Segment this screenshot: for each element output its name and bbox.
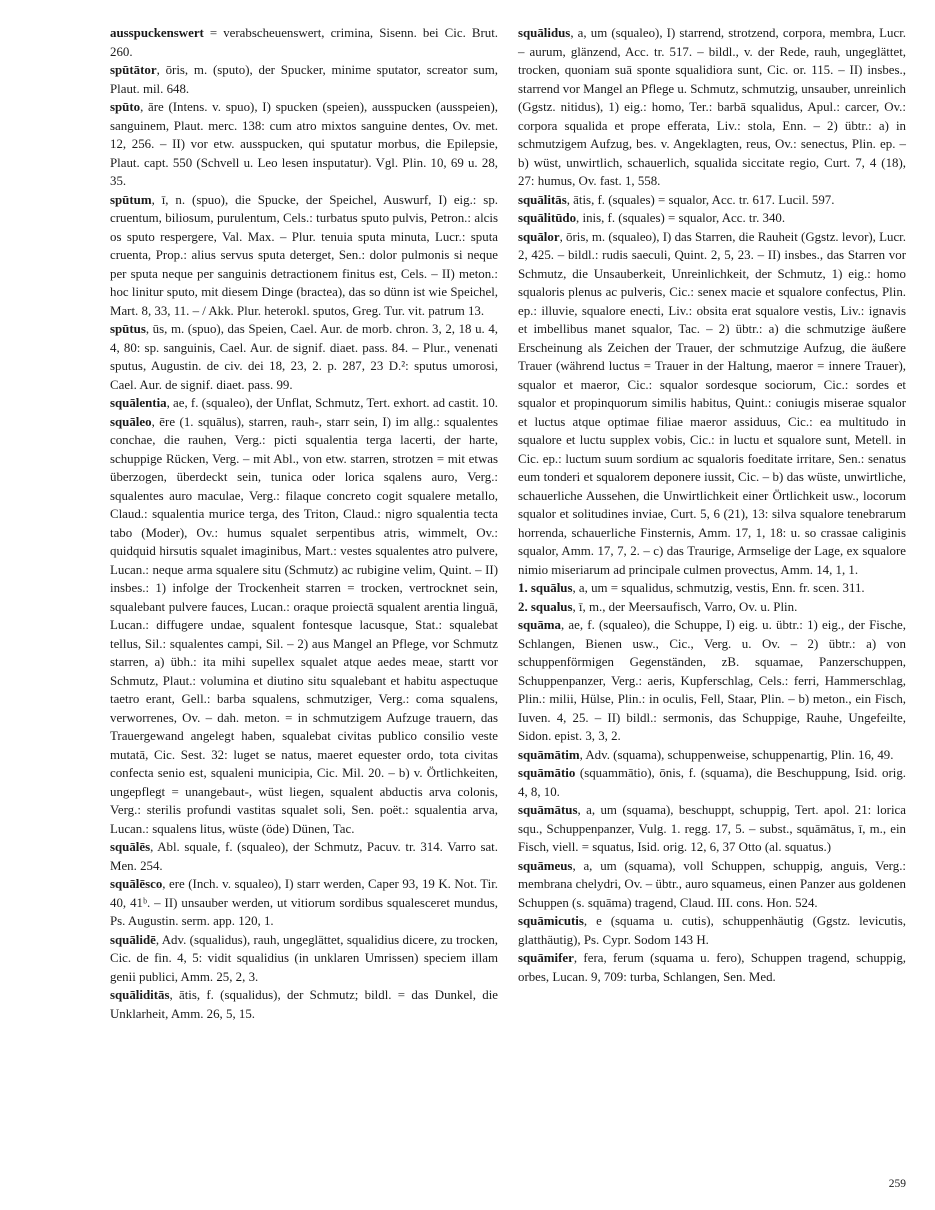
entry-headword: squāmātus xyxy=(518,803,578,817)
dictionary-entry xyxy=(518,857,906,913)
entry-text: , ī, n. (spuo), die Spucke, der Speichel, Auswurf, I) eig.: sp. cruentum, biliosum, purulentum, Cels.: turbatus sputo pulvis, Petron.: alcis os sputo respergere, Val. Max. – Plur. tenuia sputa minuta, Lucr.: sputa cruenta, Prop.: alius servus sputa deterget, Sen.: dolor pulmonis si neque per sputa neque per sanguinis detractionem finitus est, Cels. – II) meton.: hoc linitur sputo, mit diesem Dinge (bractea), das so dünn ist wie Speichel, Mart. 8, 33, 11. – / Akk. Plur. heterokl. sputos, Greg. Tur. vit. patrum 13. xyxy=(110,192,498,318)
entry-headword: squāma xyxy=(518,618,561,632)
entry-text: , a, um (squaleo), I) starrend, strotzend, corpora, membra, Lucr. – aurum, glänzend, Acc. tr. 517. – bildl., v. der Rede, rauh, ungeglättet, trocken, quoniam suā sponte squalidiora sunt, Cic. or. 115. – II) insbes., starrend vor Mangel an Pflege u. Schmutz, schmutzig, unsauber, unreinlich (Ggstz. nitidus), 1) eig.: homo, Ter.: barbā squalidus, Apul.: carcer, Ov.: corpora squalida et prope efferata, Liv.: stola, Enn. – 2) übtr.: a) in schmutzigem Aufzug, bes. v. Angeklagten, reus, Ov.: senectus, Plin. ep. – b) wüst, unwirtlich, schauerlich, squalida siccitate regio, Curt. 7, 4 (18), 27: humus, Ov. fast. 1, 558. xyxy=(518,26,906,188)
entry-headword: 1. squālus xyxy=(518,581,573,595)
entry-text: (squammātio), ōnis, f. (squama), die Beschuppung, Isid. orig. 4, 8, 10. xyxy=(518,766,906,799)
dictionary-entry xyxy=(518,579,906,598)
entry-text: = verabscheuenswert, crimina, Sisenn. bei Cic. Brut. 260. xyxy=(110,26,498,59)
entry-headword: squālitūdo xyxy=(518,211,577,225)
entry-headword: squāmicutis xyxy=(518,914,584,928)
dictionary-entry xyxy=(110,986,498,1023)
dictionary-entry xyxy=(518,801,906,857)
entry-headword: spūtātor xyxy=(110,63,157,77)
entry-text: , ātis, f. (squalidus), der Schmutz; bildl. = das Dunkel, die Unklarheit, Amm. 26, 5, 15. xyxy=(110,988,498,1021)
dictionary-entry xyxy=(518,764,906,801)
entry-text: , inis, f. (squales) = squalor, Acc. tr. 340. xyxy=(576,211,786,225)
entry-text: , ātis, f. (squales) = squalor, Acc. tr. 617. Lucil. 597. xyxy=(566,192,835,207)
entry-text: , ēre (1. squālus), starren, rauh-, starr sein, I) im allg.: squalentes conchae, die rauhen, Verg.: picti squalentia terga lacerti, der harte, schuppige Rücken, Verg. – mit Abl., von etw. starren, strotzen = mit etwas überzogen, überdeckt sein, tunica oder lorica sqalens auro, Verg.: squalentes auro maculae, Verg.: filaque concreto cogit squalere metallo, Claud.: squalentia murice terga, des Triton, Claud.: nigro squalentia tecta tabo (Moder), Ov.: humus squalet serpentibus atris, wimmelt, Ov.: quidquid hirsutis squalet imaginibus, Mart.: vestes squalentes atro pulvere, Lucan.: neque arma squalere situ (Schmutz) ac rubigine velim, Quint. – II) insbes.: 1) infolge der Trockenheit starren = trocken, vertrocknet sein, squalebant pulvere fauces, Lucan.: oraque proiectā squalent arentia linguā, Lucan.: diffugere undae, squalent fontesque lacusque, Stat.: squalebat tellus, Sil.: squalentes campi, Sil. – 2) aus Mangel an Pflege, vor Schmutz starren, a) übh.: ita mihi supellex squalet atque aedes meae, startt vor Schmutz, Plaut.: volumina et diutino situ squalebant et habitu aspectuque taetro erant, Gell.: barba squalens, schmutziger, Verg.: coma squalens, verworrenes, Ov. – dah. meton. = in schmutzigem Aufzuge trauern, das Trauergewand angelegt haben, squalebat civitas publico consilio veste mutatā, Cic. Sest. 32: luget se natus, maeret equester ordo, tota civitas confecta senio est, squaleni municipia, Cic. Mil. 20. – b) v. Örtlichkeiten, ungepflegt = unangebaut-, wüst liegen, squalent abductis arva colonis, Verg.: sterilis profundi vastitas squalet soli, Sen. poët.: squalentia arva, Lucan.: squalens litus, wüste (öde) Dünen, Tac. xyxy=(110,414,498,836)
dictionary-entry xyxy=(518,616,906,746)
dictionary-entry xyxy=(518,746,906,765)
entry-headword: squālitās xyxy=(518,192,567,207)
entry-headword: squāliditās xyxy=(110,988,170,1002)
entry-text: , a, um (squama), voll Schuppen, schuppig, anguis, Verg.: membrana chelydri, Ov. – übtr., auro squameus, einen Panzer aus goldenen Schuppen (s. squāma) tragend, Claud. III. cons. Hon. 524. xyxy=(518,858,906,910)
entry-text: , āre (Intens. v. spuo), I) spucken (speien), ausspucken (ausspeien), sanguinem, Plaut. merc. 138: cum atro mixtos sanguine dentes, Ov. met. 12, 256. – II) vor etw. ausspucken, qui sputatur morbus, die Epilepsie, Plaut. capt. 550 (Schvell u. Leo lesen insputatur). Vgl. Plin. 10, 69 u. 28, 35. xyxy=(110,100,498,188)
dictionary-entry xyxy=(110,191,498,321)
right-column xyxy=(518,24,906,986)
dictionary-entry xyxy=(110,24,498,61)
entry-text: , ae, f. (squaleo), die Schuppe, I) eig. u. übtr.: 1) eig., der Fische, Schlangen, Bienen usw., Cic., Verg. u. Ov. – 2) übtr.: a) von schuppenförmigen Gegenständen, zB. squamae, Panzerschuppen, Schuppenpanzer, Verg.: aeris, Kupferschlag, Cels.: ferri, Hammerschlag, Plin.: milii, Hülse, Plin.: in oculis, Fell, Staar, Plin. – b) meton., ein Fisch, Iuven. 4, 25. – II) bildl.: sermonis, das Schuppige, Rauhe, Ungefeilte, Sidon. epist. 3, 3, 2. xyxy=(518,618,906,743)
entry-text: , ōris, m. (sputo), der Spucker, minime sputator, screator sum, Plaut. mil. 648. xyxy=(110,63,498,96)
dictionary-entry xyxy=(110,61,498,98)
dictionary-entry xyxy=(110,875,498,931)
dictionary-entry xyxy=(110,394,498,413)
entry-text: , ōris, m. (squaleo), I) das Starren, die Rauheit (Ggstz. levor), Lucr. 2, 425. – bildl.: rudis saeculi, Quint. 2, 5, 23. – II) insbes., das Starren vor Schmutz, die Unsauberkeit, Unreinlichkeit, der Schmutz, 1) eig.: homo squaloris plenus ac pulveris, Cic.: senex macie et squalore confectus, Plin. ep.: illuvie, squalore enecti, Liv.: obsita erat squalore vestis, Liv.: ignavis et imbellibus manet squalor, Tac. – 2) übtr.: a) die schmutzige äußere Erscheinung als Zeichen der Trauer, der schmutzige Aufzug, die äußere Trauer (während luctus = Trauer in der Haltung, maeror = innere Trauer), squalor et maeror, Cic.: squalor sordesque sociorum, Cic.: sordes et squalor et propinquorum similis habitus, Quint.: coniugis miserae squalor et luctus atque optimae filiae maeror assiduus, Cic.: ea multitudo in squalore et luctu supplex vobis, Cic.: in luctu et squalore sunt, Metell. in Cic. ep.: luctum suum sordium ac squaloris foeditate irritare, Sen.: senatus eum tonderi et squalorem deponere iussit, Cic. – b) das wüste, unwirtliche, schauerliche Aussehen, die Unwirtlichkeit einer Örtlichkeit usw., locorum squalor et solitudines inviae, Curt. 5, 6 (21), 13: silva squalore tenebrarum horrenda, schauerliche Finsternis, Amm. 17, 1, 18: u. so crassae caliginis squalor, Amm. 17, 7, 2. – c) das Traurige, Armselige der Lage, ex squalore nimio miseriarum ad principale culmen provectus, Amm. 14, 1, 1. xyxy=(518,229,906,577)
dictionary-entry xyxy=(518,598,906,617)
dictionary-entry xyxy=(518,209,906,228)
entry-headword: squālor xyxy=(518,229,560,244)
entry-headword: squāmeus xyxy=(518,858,573,873)
entry-text: , ūs, m. (spuo), das Speien, Cael. Aur. de morb. chron. 3, 2, 18 u. 4, 4, 80: sp. sanguinis, Cael. Aur. de signif. diaet. pass. 84. – Plur., venenati sputus, Augustin. de civ. dei 18, 23, 2. p. 287, 23 D.²: sputus umorosi, Cael. Aur. de signif. diaet. pass. 99. xyxy=(110,322,498,392)
entry-text: , Adv. (squama), schuppenweise, schuppenartig, Plin. 16, 49. xyxy=(579,747,894,762)
entry-headword: squāmifer xyxy=(518,951,574,965)
dictionary-entry xyxy=(518,949,906,986)
entry-headword: squālentia xyxy=(110,396,167,410)
page-number: 259 xyxy=(888,1178,906,1190)
entry-headword: squālidus xyxy=(518,26,571,40)
dictionary-entry xyxy=(518,24,906,191)
dictionary-entry xyxy=(110,413,498,839)
entry-text: , fera, ferum (squama u. fero), Schuppen tragend, schuppig, orbes, Lucan. 9, 709: turba, Schlangen, Sen. Med. xyxy=(518,951,906,984)
entry-headword: squāmātim xyxy=(518,747,580,762)
entry-text: , ī, m., der Meersaufisch, Varro, Ov. u. Plin. xyxy=(572,599,798,614)
entry-text: , ae, f. (squaleo), der Unflat, Schmutz, Tert. exhort. ad castit. 10. xyxy=(166,396,498,410)
dictionary-entry xyxy=(110,931,498,987)
entry-text: , Adv. (squalidus), rauh, ungeglättet, squalidius dicere, zu trocken, Cic. de fin. 4, 5: vidit squalidius (in unklaren Umrissen) speciem illam genii publici, Amm. 25, 2, 3. xyxy=(110,932,498,984)
entry-headword: squāleo xyxy=(110,414,152,429)
entry-text: , a, um = squalidus, schmutzig, vestis, Enn. fr. scen. 311. xyxy=(572,581,865,595)
entry-headword: squālēs xyxy=(110,840,151,854)
dictionary-entry xyxy=(518,191,906,210)
dictionary-entry xyxy=(110,98,498,191)
entry-headword: ausspuckenswert xyxy=(110,26,204,40)
dictionary-entry xyxy=(518,912,906,949)
entry-headword: spūto xyxy=(110,100,141,114)
entry-text: , ere (Inch. v. squaleo), I) starr werden, Caper 93, 19 K. Not. Tir. 40, 41ᵇ. – II) unsauber werden, ut vitiorum sordibus squalesceret mundus, Ps. Augustin. serm. app. 120, 1. xyxy=(110,877,498,928)
left-column xyxy=(110,24,498,1023)
entry-text: , Abl. squale, f. (squaleo), der Schmutz, Pacuv. tr. 314. Varro sat. Men. 254. xyxy=(110,840,498,873)
entry-headword: spūtus xyxy=(110,322,146,336)
dictionary-entry xyxy=(518,228,906,580)
entry-headword: spūtum xyxy=(110,192,152,207)
entry-headword: squālidē xyxy=(110,932,156,947)
entry-headword: squālēsco xyxy=(110,877,163,891)
dictionary-entry xyxy=(110,320,498,394)
entry-headword: 2. squalus xyxy=(518,599,573,614)
entry-text: , a, um (squama), beschuppt, schuppig, Tert. apol. 21: lorica squ., Schuppenpanzer, Vulg. 1. regg. 17, 5. – subst., squāmātus, ī, m., ein Fisch, viell. = squatus, Isid. orig. 12, 6, 37 Otto (al. squatus.) xyxy=(518,803,906,854)
dictionary-entry xyxy=(110,838,498,875)
entry-headword: squāmātio xyxy=(518,766,576,780)
entry-text: , e (squama u. cutis), schuppenhäutig (Ggstz. levicutis, glatthäutig), Ps. Cypr. Sodom 143 H. xyxy=(518,914,906,947)
